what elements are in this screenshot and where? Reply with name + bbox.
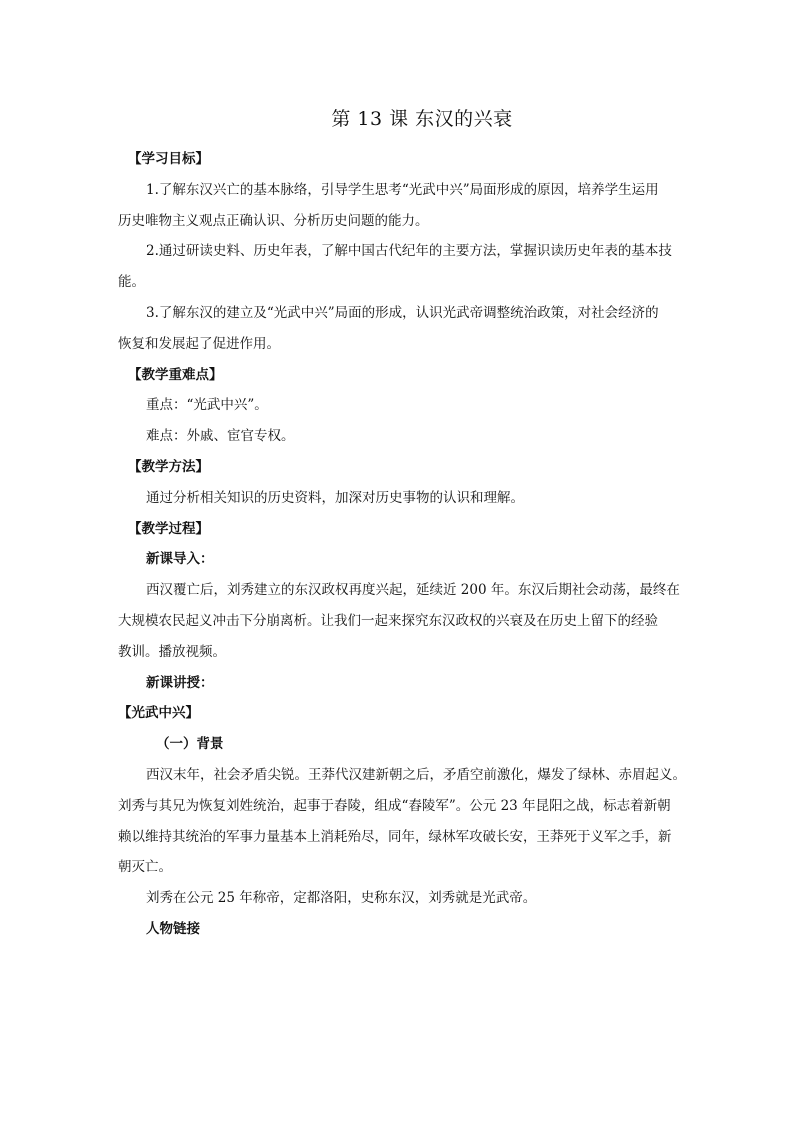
objective-3-line-2: 恢复和发展起了促进作用。 [118, 335, 280, 352]
key-points-heading: 【教学重难点】 [128, 366, 223, 383]
lecture-heading: 新课讲授： [146, 674, 214, 691]
background-line-3: 赖以维持其统治的军事力量基本上消耗殆尽，同年，绿林军攻破长安，王莽死于义军之手，新 [118, 828, 672, 845]
background-line-4: 朝灭亡。 [118, 859, 172, 876]
intro-line-2: 大规模农民起义冲击下分崩离析。让我们一起来探究东汉政权的兴衰及在历史上留下的经验 [118, 612, 658, 629]
intro-line-3: 教训。播放视频。 [118, 643, 226, 660]
founding-text: 刘秀在公元 25 年称帝，定都洛阳，史称东汉，刘秀就是光武帝。 [146, 890, 537, 907]
objective-1-line-2: 历史唯物主义观点正确认识、分析历史问题的能力。 [118, 212, 429, 229]
intro-heading: 新课导入： [146, 551, 214, 568]
method-heading: 【教学方法】 [128, 458, 209, 475]
page-title: 第 13 课 东汉的兴衰 [331, 108, 513, 130]
intro-line-1: 西汉覆亡后，刘秀建立的东汉政权再度兴起，延续近 200 年。东汉后期社会动荡，最终在 [146, 582, 680, 599]
difficult-point: 难点：外戚、宦官专权。 [146, 428, 295, 445]
key-point: 重点：“光武中兴”。 [146, 397, 268, 414]
figure-link-heading: 人物链接 [146, 920, 200, 937]
objective-1-line-1: 1.了解东汉兴亡的基本脉络，引导学生思考“光武中兴”局面形成的原因，培养学生运用 [146, 181, 659, 198]
objective-2-line-1: 2.通过研读史料、历史年表，了解中国古代纪年的主要方法，掌握识读历史年表的基本技 [146, 243, 672, 260]
sub-heading-background: （一）背景 [156, 736, 224, 753]
objective-3-line-1: 3.了解东汉的建立及“光武中兴”局面的形成，认识光武帝调整统治政策，对社会经济的 [146, 304, 659, 321]
objectives-heading: 【学习目标】 [128, 151, 209, 167]
background-line-1: 西汉末年，社会矛盾尖锐。王莽代汉建新朝之后，矛盾空前激化，爆发了绿林、赤眉起义。 [146, 766, 686, 783]
document-body [118, 144, 686, 945]
process-heading: 【教学过程】 [128, 520, 209, 537]
background-line-2: 刘秀与其兄为恢复刘姓统治，起事于舂陵，组成“舂陵军”。公元 23 年昆阳之战，标志着新朝 [118, 797, 671, 814]
objective-2-line-2: 能。 [118, 274, 145, 291]
topic-heading: 【光武中兴】 [118, 705, 199, 722]
method-text: 通过分析相关知识的历史资料，加深对历史事物的认识和理解。 [146, 489, 524, 506]
